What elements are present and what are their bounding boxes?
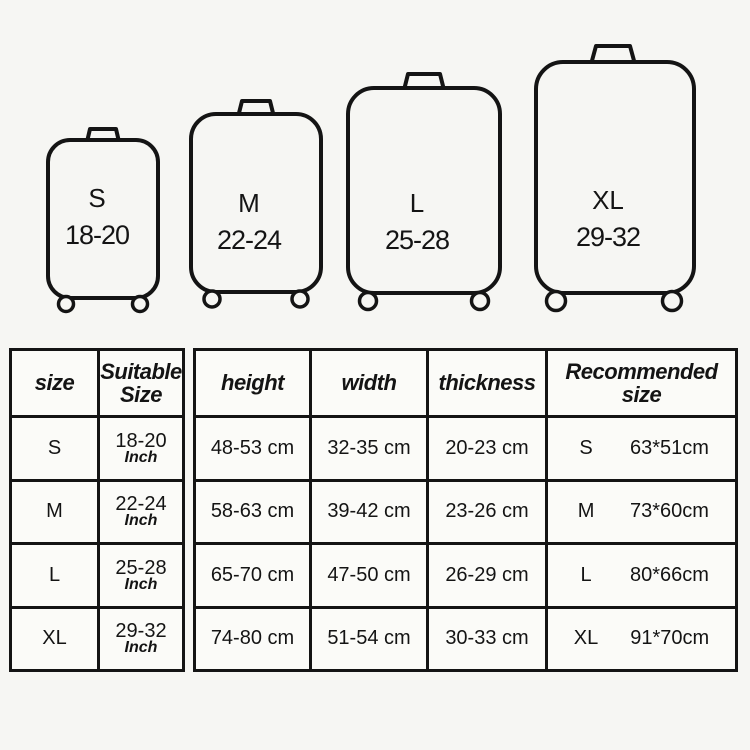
suitable-size-unit: Inch: [124, 448, 158, 466]
height-cell: 58-63 cm: [196, 482, 309, 543]
suitcase-label-s: [37, 181, 157, 255]
recommended-size-letter: S: [579, 436, 593, 459]
spec-table-header-width: width: [312, 351, 426, 415]
suitcase-size-range: 22-24: [216, 225, 282, 255]
suitable-size-cell: [100, 418, 182, 479]
size-table: [9, 348, 185, 672]
suitable-size-unit: Inch: [124, 512, 158, 530]
size-table-header-size: size: [12, 351, 97, 415]
spec-table-header-thickness: thickness: [429, 351, 545, 415]
suitcase-label-l: [337, 186, 497, 260]
recommended-size-cell: [548, 545, 735, 606]
suitable-size-cell: [100, 545, 182, 606]
width-cell: 32-35 cm: [312, 418, 426, 479]
width-cell: 51-54 cm: [312, 609, 426, 670]
recommended-size-dimensions: 80*66cm: [630, 563, 709, 586]
suitcase-size-letter: L: [409, 188, 425, 218]
spec-table-header-recommended-size: Recommended size: [548, 351, 735, 415]
suitcase-label-m: [179, 186, 319, 260]
height-cell: 74-80 cm: [196, 609, 309, 670]
suitable-size-value: 18-20: [115, 429, 167, 452]
suitable-size-cell: [100, 482, 182, 543]
thickness-cell: 30-33 cm: [429, 609, 545, 670]
recommended-size-cell: [548, 482, 735, 543]
recommended-size-letter: M: [577, 500, 595, 523]
thickness-cell: 26-29 cm: [429, 545, 545, 606]
suitcase-illustration-xl: [532, 40, 698, 320]
suitcase-size-range: 25-28: [384, 225, 450, 255]
suitcase-size-letter: S: [88, 183, 106, 213]
size-cell: S: [12, 418, 97, 479]
suitcase-illustration-s: [44, 124, 164, 316]
recommended-size-dimensions: 63*51cm: [630, 436, 709, 459]
height-cell: 65-70 cm: [196, 545, 309, 606]
suitable-size-unit: Inch: [124, 575, 158, 593]
width-cell: 39-42 cm: [312, 482, 426, 543]
suitcase-illustration-l: [344, 68, 504, 318]
suitable-size-cell: [100, 609, 182, 670]
suitcase-illustration-m: [186, 94, 326, 318]
width-cell: 47-50 cm: [312, 545, 426, 606]
size-cell: XL: [12, 609, 97, 670]
thickness-cell: 23-26 cm: [429, 482, 545, 543]
recommended-size-letter: XL: [573, 627, 599, 650]
thickness-cell: 20-23 cm: [429, 418, 545, 479]
suitcase-size-range: 29-32: [575, 222, 641, 252]
recommended-size-letter: L: [580, 563, 592, 586]
height-cell: 48-53 cm: [196, 418, 309, 479]
spec-table: [193, 348, 738, 672]
suitcase-size-letter: XL: [592, 185, 624, 215]
size-cell: M: [12, 482, 97, 543]
suitcase-label-xl: [525, 183, 691, 257]
suitable-size-value: 25-28: [115, 556, 167, 579]
suitable-size-unit: Inch: [124, 639, 158, 657]
suitcase-size-range: 18-20: [64, 220, 130, 250]
suitcase-outline-icon: [532, 40, 698, 320]
recommended-size-dimensions: 91*70cm: [630, 627, 710, 650]
suitcase-size-letter: M: [238, 188, 260, 218]
suitable-size-value: 29-32: [115, 620, 167, 643]
recommended-size-cell: [548, 609, 735, 670]
recommended-size-cell: [548, 418, 735, 479]
size-table-header-suitable-size: Suitable Size: [100, 351, 182, 415]
size-cell: L: [12, 545, 97, 606]
spec-table-header-height: height: [196, 351, 309, 415]
suitable-size-value: 22-24: [115, 493, 167, 516]
recommended-size-dimensions: 73*60cm: [630, 500, 709, 523]
